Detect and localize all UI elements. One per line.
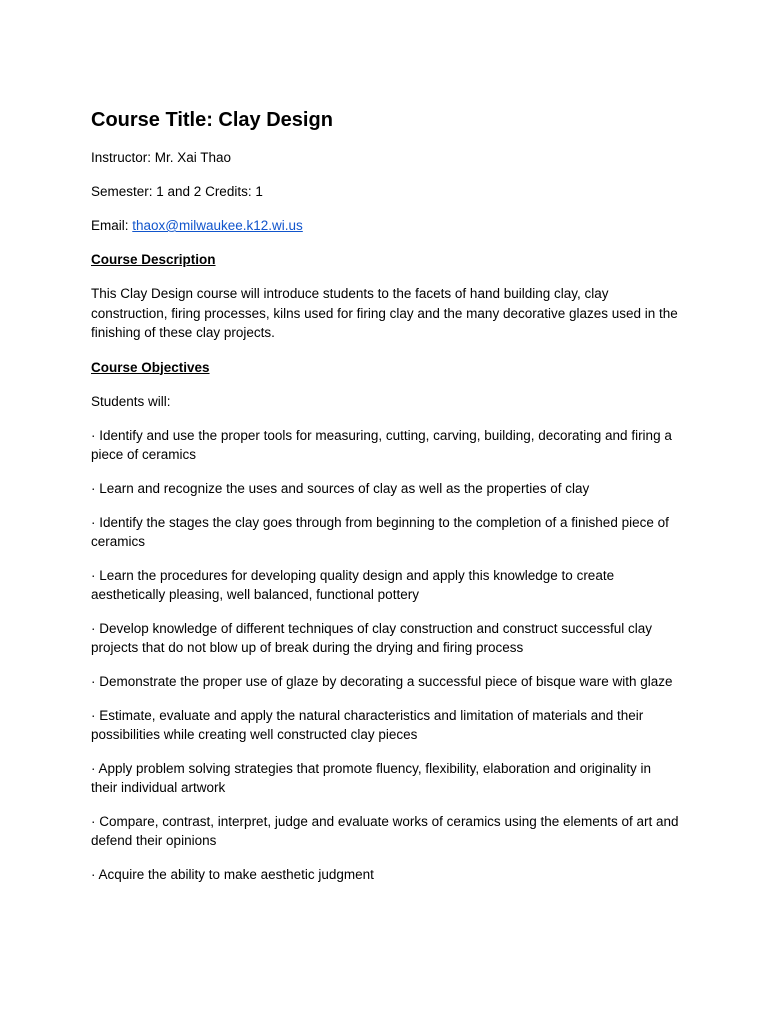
course-objectives-heading: Course Objectives [91, 359, 210, 375]
email-link[interactable]: thaox@milwaukee.k12.wi.us [132, 218, 303, 233]
course-description-text: This Clay Design course will introduce students to the facets of hand building clay, clay construction, firing processes, kilns used for firing clay and the many decorative glazes used in the finishing of these clay projects. [91, 286, 678, 340]
course-title: Course Title: Clay Design [91, 109, 333, 131]
objective-item: · Compare, contrast, interpret, judge and evaluate works of ceramics using the elements of art and defend their opinions [91, 813, 679, 848]
objective-item: · Apply problem solving strategies that promote fluency, flexibility, elaboration and originality in their individual artwork [91, 760, 652, 795]
instructor-line: Instructor: Mr. Xai Thao [91, 150, 232, 165]
course-description-heading: Course Description [91, 252, 216, 267]
objective-item: · Learn the procedures for developing quality design and apply this knowledge to create aesthetically pleasing, well balanced, functional pottery [91, 567, 615, 602]
objective-item: · Acquire the ability to make aesthetic judgment [91, 866, 374, 882]
email-line [91, 216, 681, 235]
semester-line: Semester: 1 and 2 Credits: 1 [91, 184, 263, 199]
objective-item: · Identify the stages the clay goes through from beginning to the completion of a finished piece of ceramics [91, 514, 669, 549]
document-page [91, 107, 681, 899]
email-label: Email: [91, 218, 129, 233]
objective-item: · Demonstrate the proper use of glaze by decorating a successful piece of bisque ware with glaze [91, 673, 673, 689]
objective-item: · Learn and recognize the uses and sources of clay as well as the properties of clay [91, 480, 590, 496]
objective-item: · Estimate, evaluate and apply the natural characteristics and limitation of materials and their possibilities while creating well constructed clay pieces [91, 707, 644, 742]
objective-item: · Identify and use the proper tools for measuring, cutting, carving, building, decorating and firing a piece of ceramics [91, 427, 672, 462]
objectives-intro: Students will: [91, 393, 171, 409]
objective-item: · Develop knowledge of different techniques of clay construction and construct successful clay projects that do not blow up of break during the drying and firing process [91, 620, 653, 655]
